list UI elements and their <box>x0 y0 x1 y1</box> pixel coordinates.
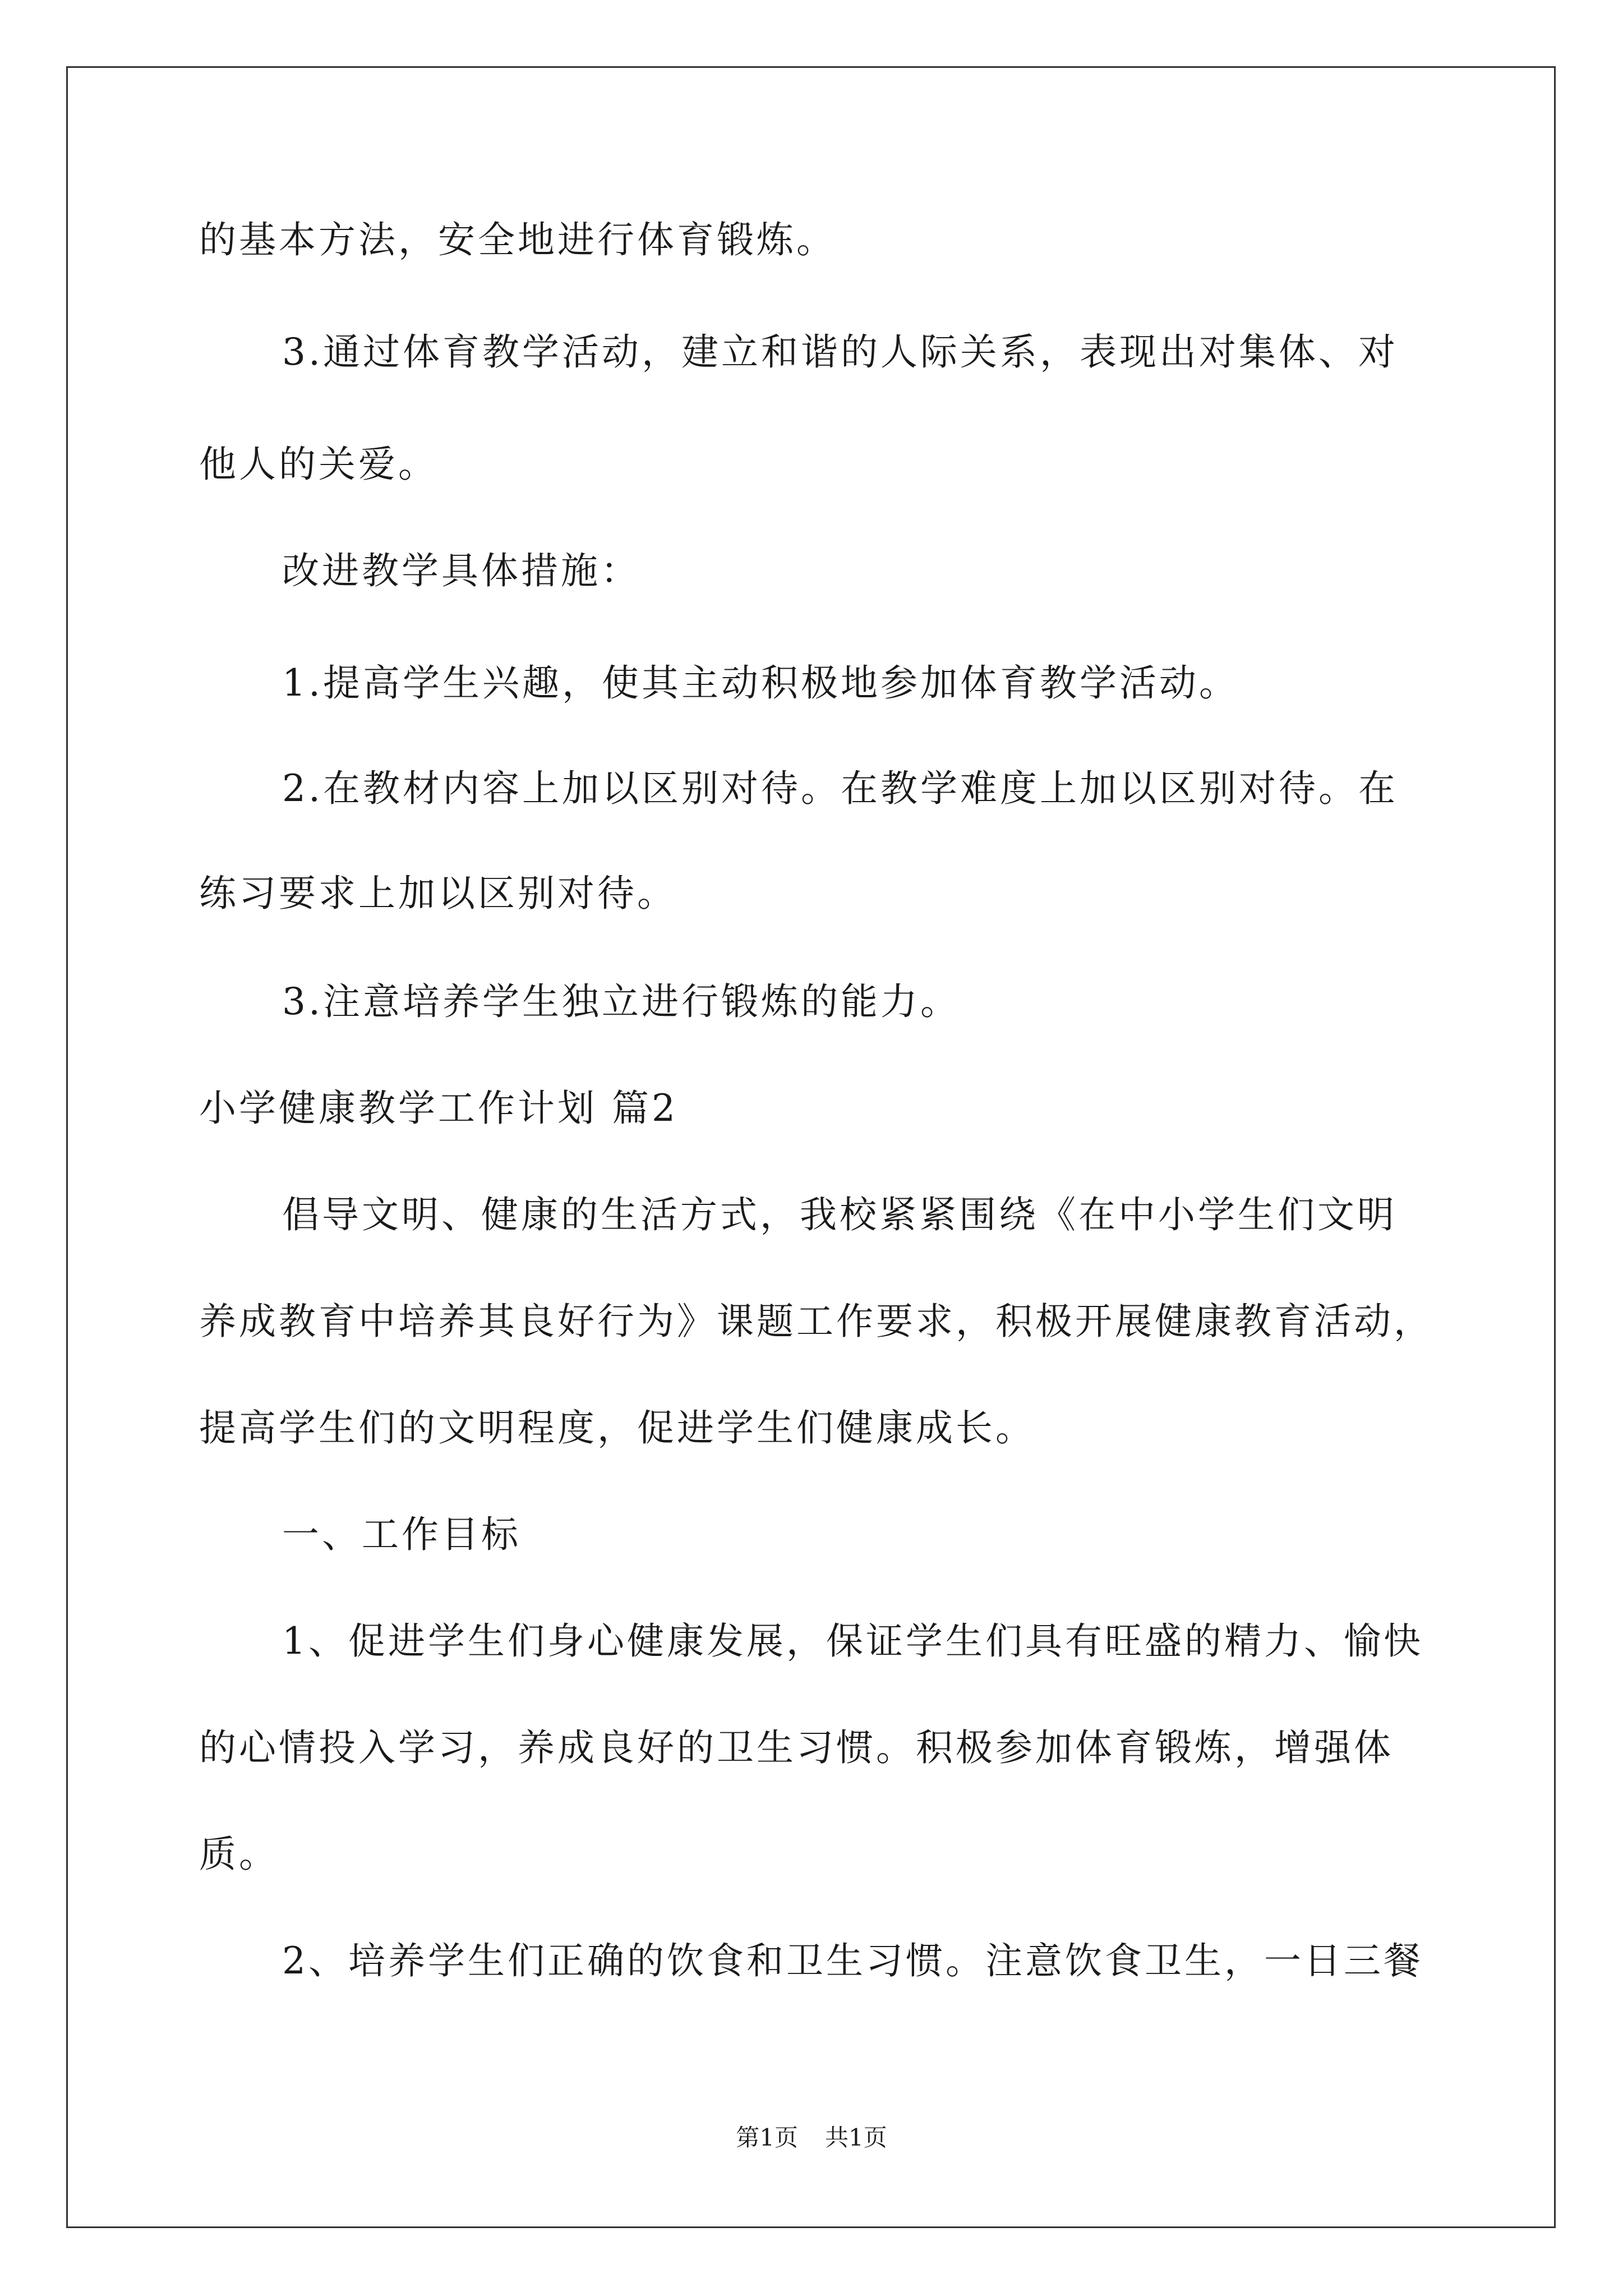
text-line: 1、促进学生们身心健康发展，保证学生们具有旺盛的精力、愉快 <box>282 1619 1423 1663</box>
text-line: 质。 <box>199 1833 279 1876</box>
text-line: 倡导文明、健康的生活方式，我校紧紧围绕《在中小学生们文明 <box>282 1193 1397 1236</box>
page-total: 共1页 <box>825 2124 887 2151</box>
text-line: 1.提高学生兴趣，使其主动积极地参加体育教学活动。 <box>282 661 1239 705</box>
text-line: 的基本方法，安全地进行体育锻炼。 <box>199 218 836 261</box>
text-line: 2、培养学生们正确的饮食和卫生习惯。注意饮食卫生，一日三餐 <box>282 1939 1423 1982</box>
text-line: 改进教学具体措施： <box>282 549 640 592</box>
text-line: 3.注意培养学生独立进行锻炼的能力。 <box>282 980 960 1023</box>
text-line: 的心情投入学习，养成良好的卫生习惯。积极参加体育锻炼，增强体 <box>199 1726 1394 1769</box>
page-number: 第1页 <box>736 2124 798 2151</box>
text-line: 提高学生们的文明程度，促进学生们健康成长。 <box>199 1406 1035 1450</box>
text-line: 3.通过体育教学活动，建立和谐的人际关系，表现出对集体、对 <box>282 330 1398 374</box>
text-line: 练习要求上加以区别对待。 <box>199 872 677 915</box>
text-line: 养成教育中培养其良好行为》课题工作要求，积极开展健康教育活动， <box>199 1300 1433 1343</box>
subsection-heading: 一、工作目标 <box>282 1513 521 1556</box>
page-border <box>66 66 1556 2228</box>
text-line: 2.在教材内容上加以区别对待。在教学难度上加以区别对待。在 <box>282 767 1398 810</box>
page-footer <box>0 2126 1623 2150</box>
section-heading: 小学健康教学工作计划 篇2 <box>199 1087 678 1130</box>
text-line: 他人的关爱。 <box>199 443 438 486</box>
